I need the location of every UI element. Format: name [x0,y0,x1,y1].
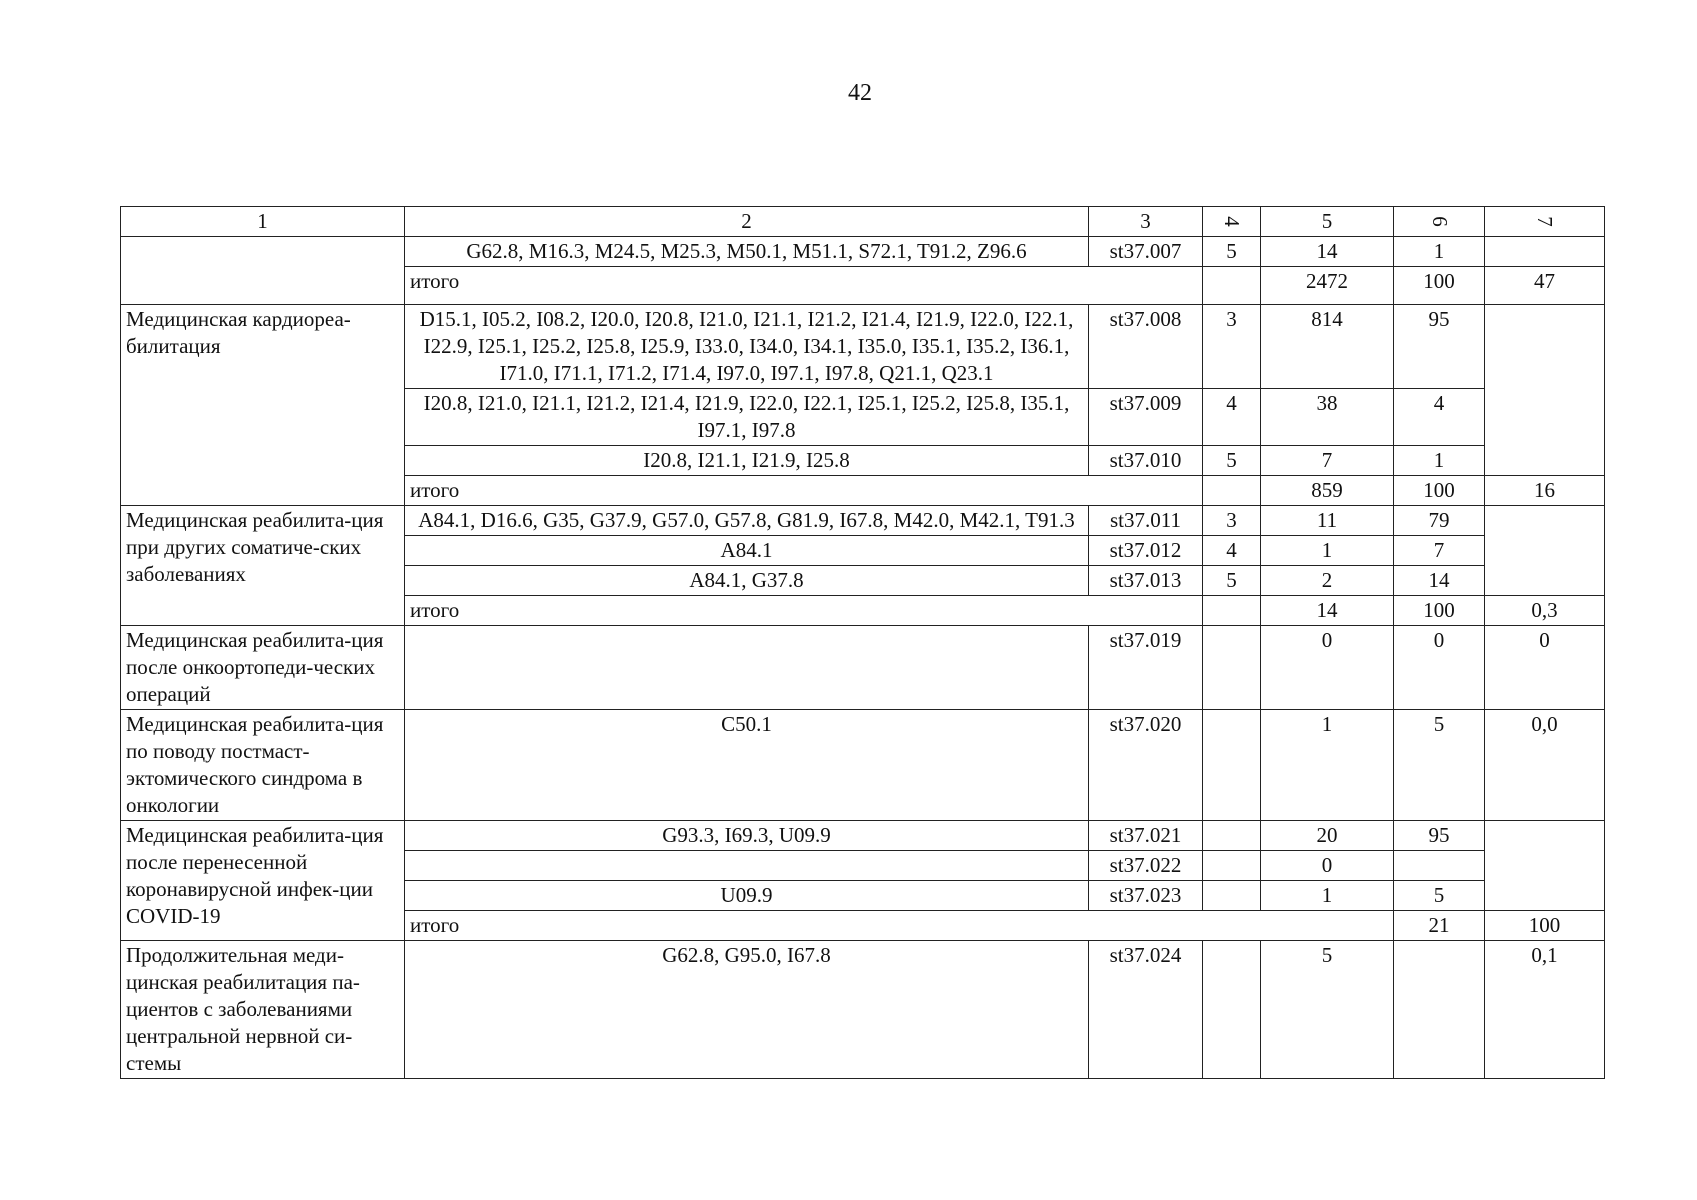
section-name: Продолжительная меди-цинская реабилитация па-циентов с заболеваниями центральной нервной си-стемы [121,941,405,1079]
level-cell: 5 [1203,237,1261,267]
diagnosis-codes [405,626,1089,710]
count-cell: 1 [1261,710,1394,821]
col7-cell [1485,305,1605,476]
ksg-code: st37.013 [1089,566,1203,596]
level-cell: 4 [1203,389,1261,446]
level-cell: 5 [1203,446,1261,476]
count-cell: 14 [1261,237,1394,267]
count-cell: 7 [1261,446,1394,476]
diagnosis-codes: G93.3, I69.3, U09.9 [405,821,1089,851]
share-cell: 5 [1394,881,1485,911]
header-cell [1394,207,1485,237]
level-cell [1203,626,1261,710]
share-cell: 14 [1394,566,1485,596]
header-cell-label: 6 [1427,216,1452,227]
level-cell [1203,476,1261,506]
level-cell [1203,851,1261,881]
col7-cell: 0,1 [1485,941,1605,1079]
total-count: 2472 [1261,267,1394,305]
diagnosis-codes [405,851,1089,881]
col7-cell [1485,506,1605,596]
section-name: Медицинская реабилита-ция при других соматиче-ских заболеваниях [121,506,405,626]
total-share: 100 [1394,476,1485,506]
table-row [121,710,1605,821]
section-name: Медицинская реабилита-ция после перенесенной коронавирусной инфек-ции COVID-19 [121,821,405,941]
level-cell [1203,941,1261,1079]
count-cell: 20 [1261,821,1394,851]
ksg-code: st37.007 [1089,237,1203,267]
header-cell: 5 [1261,207,1394,237]
level-cell [1203,881,1261,911]
share-cell [1394,941,1485,1079]
share-cell: 0 [1394,626,1485,710]
share-cell: 5 [1394,710,1485,821]
ksg-code: st37.008 [1089,305,1203,389]
level-cell [1203,821,1261,851]
count-cell: 11 [1261,506,1394,536]
total-label: итого [405,267,1203,305]
diagnosis-codes: U09.9 [405,881,1089,911]
total-count: 859 [1261,476,1394,506]
level-cell: 3 [1203,305,1261,389]
level-cell [1203,267,1261,305]
share-cell: 95 [1394,821,1485,851]
count-cell: 1 [1261,536,1394,566]
header-cell: 2 [405,207,1089,237]
count-cell: 0 [1261,851,1394,881]
diagnosis-codes: A84.1 [405,536,1089,566]
total-col7: 47 [1485,267,1605,305]
total-share: 100 [1485,911,1605,941]
count-cell: 38 [1261,389,1394,446]
table-row [121,506,1605,536]
diagnosis-codes: I20.8, I21.0, I21.1, I21.2, I21.4, I21.9, I22.0, I22.1, I25.1, I25.2, I25.8, I35.1, I97.1, I97.8 [405,389,1089,446]
section-name: Медицинская реабилита-ция по поводу постмаст-эктомического синдрома в онкологии [121,710,405,821]
table-row [121,305,1605,389]
share-cell: 7 [1394,536,1485,566]
ksg-code: st37.012 [1089,536,1203,566]
diagnosis-codes: A84.1, G37.8 [405,566,1089,596]
col7-cell [1485,821,1605,911]
tariff-table [120,206,1605,1079]
total-label: итого [405,911,1394,941]
page-number: 42 [848,80,872,106]
total-share: 100 [1394,596,1485,626]
diagnosis-codes: D15.1, I05.2, I08.2, I20.0, I20.8, I21.0, I21.1, I21.2, I21.4, I21.9, I22.0, I22.1, I22.9, I25.1, I25.2, I25.8, I25.9, I33.0, I34.0, I34.1, I35.0, I35.1, I35.2, I36.1, I71.0, I71.1, I71.2, I71.4, I97.0, I97.1, I97.8, Q21.1, Q23.1 [405,305,1089,389]
ksg-code: st37.011 [1089,506,1203,536]
level-cell [1203,596,1261,626]
table-row [121,626,1605,710]
total-count: 14 [1261,596,1394,626]
share-cell: 4 [1394,389,1485,446]
section-name: Медицинская реабилита-ция после онкоортопеди-ческих операций [121,626,405,710]
section-name: Медицинская кардиореа-билитация [121,305,405,506]
count-cell: 2 [1261,566,1394,596]
level-cell: 4 [1203,536,1261,566]
level-cell: 3 [1203,506,1261,536]
ksg-code: st37.019 [1089,626,1203,710]
header-cell [1485,207,1605,237]
header-cell: 3 [1089,207,1203,237]
total-label: итого [405,596,1203,626]
ksg-code: st37.009 [1089,389,1203,446]
col7-cell: 0,0 [1485,710,1605,821]
diagnosis-codes: A84.1, D16.6, G35, G37.9, G57.0, G57.8, G81.9, I67.8, M42.0, M42.1, T91.3 [405,506,1089,536]
diagnosis-codes: G62.8, M16.3, M24.5, M25.3, M50.1, M51.1, S72.1, T91.2, Z96.6 [405,237,1089,267]
header-cell-label: 4 [1220,216,1244,227]
total-count: 21 [1394,911,1485,941]
header-cell [1203,207,1261,237]
count-cell: 0 [1261,626,1394,710]
table-row [121,237,1605,267]
diagnosis-codes: G62.8, G95.0, I67.8 [405,941,1089,1079]
share-cell: 95 [1394,305,1485,389]
diagnosis-codes: I20.8, I21.1, I21.9, I25.8 [405,446,1089,476]
count-cell: 5 [1261,941,1394,1079]
ksg-code: st37.021 [1089,821,1203,851]
header-row [121,207,1605,237]
ksg-code: st37.010 [1089,446,1203,476]
col7-cell [1485,237,1605,267]
ksg-code: st37.022 [1089,851,1203,881]
table-row [121,941,1605,1079]
total-label: итого [405,476,1203,506]
section-name [121,237,405,305]
total-share: 100 [1394,267,1485,305]
share-cell [1394,851,1485,881]
ksg-code: st37.020 [1089,710,1203,821]
table-container [120,206,1605,1079]
share-cell: 79 [1394,506,1485,536]
ksg-code: st37.023 [1089,881,1203,911]
diagnosis-codes: C50.1 [405,710,1089,821]
header-cell: 1 [121,207,405,237]
table-row [121,821,1605,851]
col7-cell: 0 [1485,626,1605,710]
ksg-code: st37.024 [1089,941,1203,1079]
level-cell [1203,710,1261,821]
count-cell: 814 [1261,305,1394,389]
count-cell: 1 [1261,881,1394,911]
share-cell: 1 [1394,237,1485,267]
total-col7: 0,3 [1485,596,1605,626]
level-cell: 5 [1203,566,1261,596]
total-col7: 16 [1485,476,1605,506]
share-cell: 1 [1394,446,1485,476]
header-cell-label: 7 [1533,216,1557,227]
